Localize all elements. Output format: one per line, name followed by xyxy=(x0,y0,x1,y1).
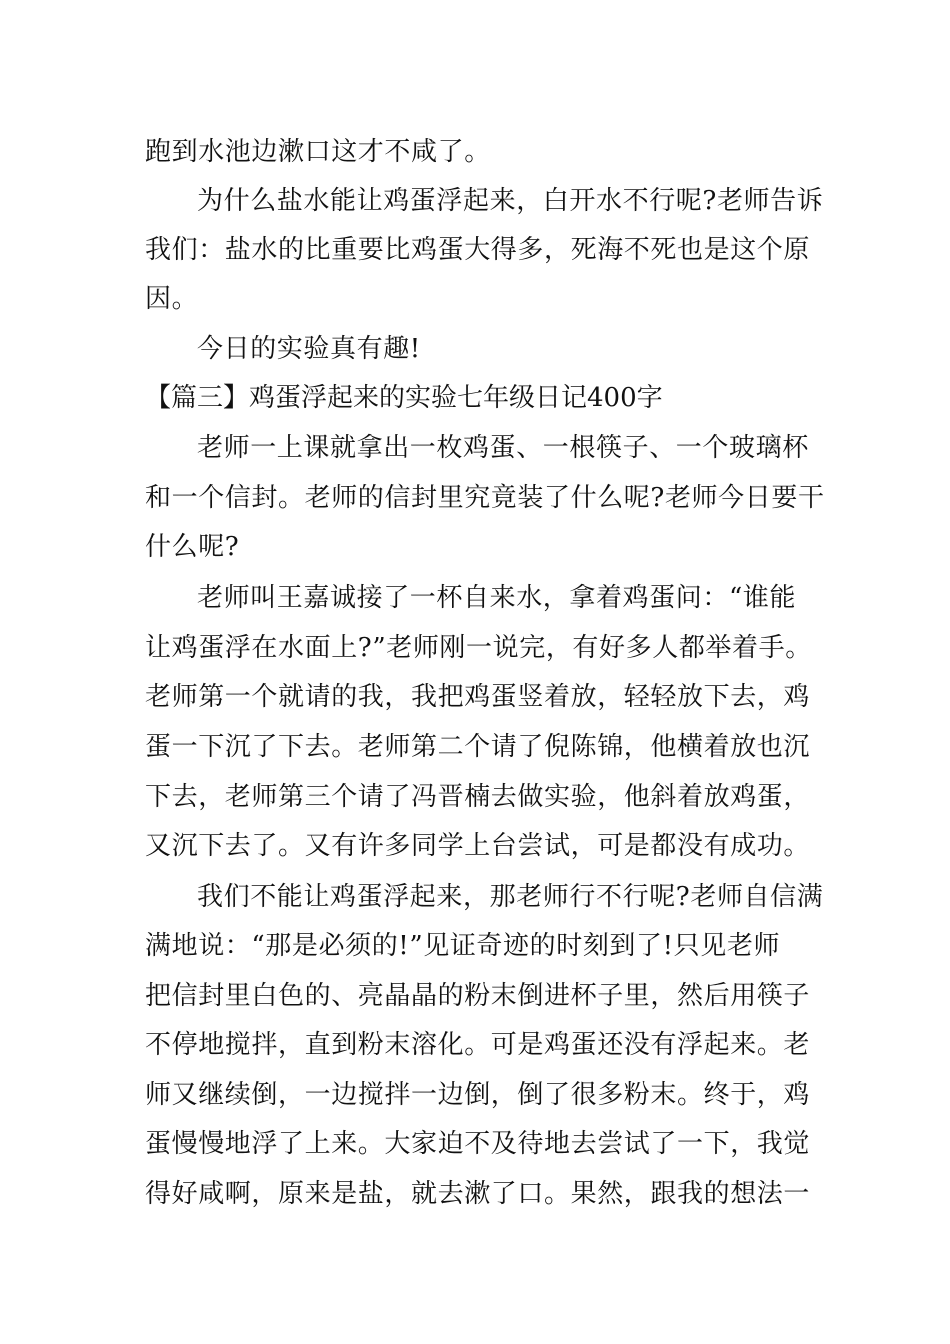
text-line: 又沉下去了。又有许多同学上台尝试，可是都没有成功。 xyxy=(145,831,811,861)
text-line: 满地说：“那是必须的!”见证奇迹的时刻到了!只见老师 xyxy=(145,931,781,961)
text-line: 师又继续倒，一边搅拌一边倒，倒了很多粉末。终于，鸡 xyxy=(145,1080,811,1110)
paragraph-first-line: 我们不能让鸡蛋浮起来，那老师行不行呢?老师自信满 xyxy=(197,882,824,912)
paragraph-first-line: 为什么盐水能让鸡蛋浮起来，白开水不行呢?老师告诉 xyxy=(197,186,824,216)
text-line: 跑到水池边漱口这才不咸了。 xyxy=(145,137,491,167)
text-line: 我们：盐水的比重要比鸡蛋大得多，死海不死也是这个原 xyxy=(145,235,811,265)
paragraph-first-line: 今日的实验真有趣! xyxy=(197,334,421,364)
text-line: 让鸡蛋浮在水面上?”老师刚一说完，有好多人都举着手。 xyxy=(145,633,812,663)
text-line: 什么呢? xyxy=(145,532,240,562)
text-line: 把信封里白色的、亮晶晶的粉末倒进杯子里，然后用筷子 xyxy=(145,981,811,1011)
text-line: 老师第一个就请的我，我把鸡蛋竖着放，轻轻放下去，鸡 xyxy=(145,682,811,712)
paragraph-first-line: 老师一上课就拿出一枚鸡蛋、一根筷子、一个玻璃杯 xyxy=(197,433,809,463)
text-line: 蛋慢慢地浮了上来。大家迫不及待地去尝试了一下，我觉 xyxy=(145,1129,811,1159)
text-line: 不停地搅拌，直到粉末溶化。可是鸡蛋还没有浮起来。老 xyxy=(145,1030,811,1060)
text-line: 和一个信封。老师的信封里究竟装了什么呢?老师今日要干 xyxy=(145,483,825,513)
text-line: 因。 xyxy=(145,284,199,314)
text-line: 蛋一下沉了下去。老师第二个请了倪陈锦，他横着放也沉 xyxy=(145,732,811,762)
text-line: 得好咸啊，原来是盐，就去漱了口。果然，跟我的想法一 xyxy=(145,1179,811,1209)
text-line: 下去，老师第三个请了冯晋楠去做实验，他斜着放鸡蛋， xyxy=(145,782,811,812)
section-heading: 【篇三】鸡蛋浮起来的实验七年级日记400字 xyxy=(145,383,663,413)
paragraph-first-line: 老师叫王嘉诚接了一杯自来水，拿着鸡蛋问：“谁能 xyxy=(197,583,797,613)
